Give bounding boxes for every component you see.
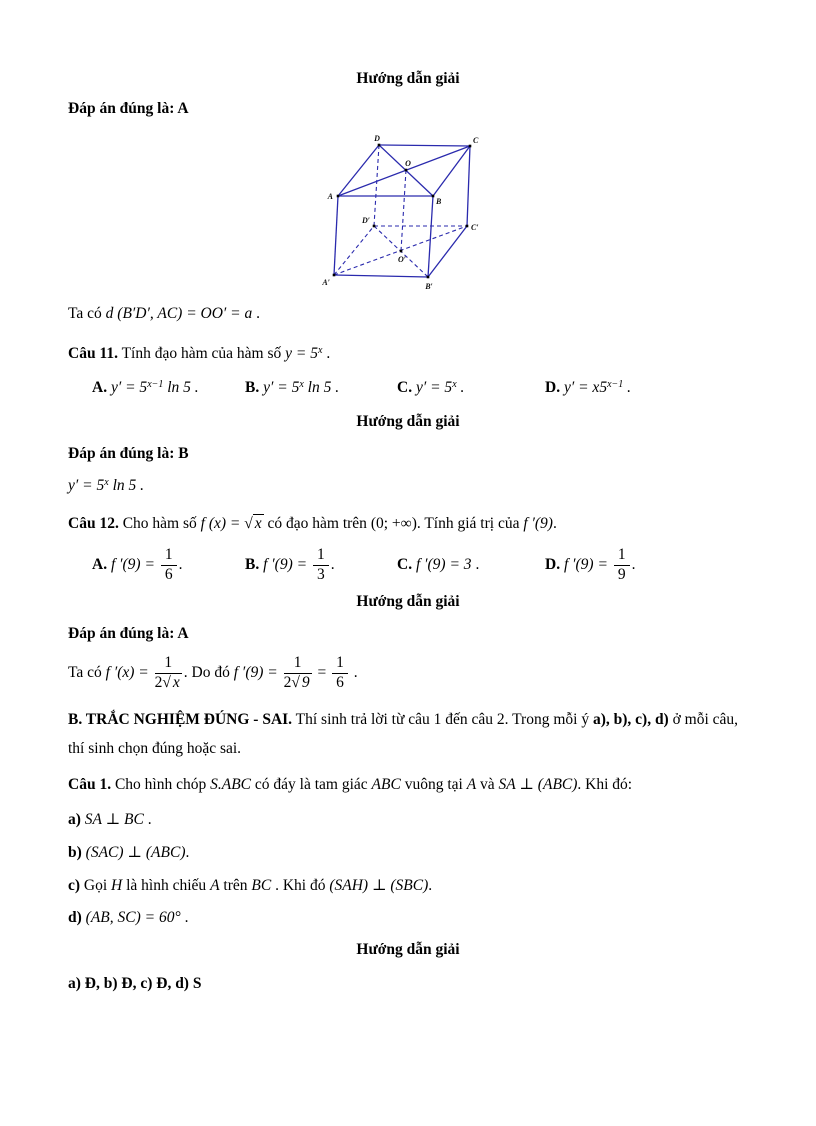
text-segment: . [180, 909, 189, 927]
text-segment: là hình chiếu [122, 877, 211, 895]
vertex-label-C: C [473, 136, 479, 145]
vertex-label-B2: B′ [425, 282, 433, 291]
vertex-label-O: O [405, 159, 411, 168]
text-segment: . [143, 811, 152, 829]
fraction: $\frac{1}{2√ x}$ [154, 654, 180, 692]
question-number: Câu 11. [68, 345, 118, 362]
text-segment: có đạo hàm trên [263, 515, 371, 532]
c1-item-d [68, 909, 748, 927]
option-B: B. y′ = 5x ln 5 . [245, 379, 340, 396]
text-segment: . [185, 844, 190, 862]
q12-solution [68, 655, 748, 691]
math-segment: (0; +∞) [370, 515, 417, 532]
math-segment: (SAC) ⊥ (ABC) [81, 844, 186, 862]
math-segment: ABC [371, 776, 401, 794]
c1-item-c [68, 876, 748, 895]
math-segment: H [111, 877, 123, 895]
text-segment: Tính đạo hàm của hàm số [117, 345, 286, 362]
text-segment: Ta có [68, 305, 106, 322]
text-segment: . [322, 345, 331, 362]
solution-heading: Hướng dẫn giải [356, 941, 460, 959]
answer-line-q11: Đáp án đúng là: B [68, 445, 189, 462]
math-segment: ln 5 . [108, 477, 144, 494]
radical-sign: √ [162, 674, 171, 692]
q11-options [68, 379, 748, 397]
math-segment: y = 5 [285, 345, 318, 362]
math-superscript: x [317, 345, 323, 356]
c1-item-a [68, 810, 748, 829]
math-segment: f ′(9) = [233, 664, 282, 682]
option-C: C. f ′(9) = 3 . [397, 556, 480, 574]
text-segment: . Do đó [183, 664, 234, 682]
item-label: d) [68, 909, 82, 927]
math-segment: A [210, 877, 220, 895]
vertex-label-O2: O′ [397, 255, 407, 264]
option-B: B. f ′(9) = $\frac{1}{3}$ . [245, 546, 335, 583]
math-segment: SA ⊥ BC [80, 811, 144, 829]
item-label: c) [68, 877, 81, 895]
answer-line-q10: Đáp án đúng là: A [68, 100, 189, 117]
fraction: $\frac{1}{6}$ [330, 655, 350, 691]
text-segment: Ta có [68, 664, 106, 682]
text-segment: ở mỗi câu, thí sinh chọn đúng hoặc sai. [68, 710, 739, 757]
q12-options [68, 547, 748, 583]
option-A: A. y′ = 5x−1 ln 5 . [92, 379, 199, 396]
text-segment-bold: a), b), c), d) [592, 710, 669, 728]
math-segment: y′ = 5 [68, 477, 105, 494]
text-segment: trên [219, 877, 252, 895]
vertex-labels [321, 134, 479, 291]
math-segment: (AB, SC) = 60° [81, 909, 181, 927]
option-C: C. y′ = 5x . [397, 379, 465, 396]
q11-stem [68, 345, 748, 363]
option-D: D. f ′(9) = $\frac{1}{9}$ . [545, 546, 636, 583]
q12-stem [68, 515, 748, 533]
text-segment: = [313, 664, 331, 682]
item-label: a) [68, 811, 81, 829]
text-segment: Cho hình chóp [111, 776, 211, 794]
radicand: x [254, 515, 262, 532]
section-b-header [68, 706, 748, 763]
question-number: Câu 12. [68, 515, 119, 532]
q10-conclusion [68, 305, 748, 323]
math-segment: A [466, 776, 477, 794]
fraction: $\frac{1}{2√ 9}$ [283, 654, 310, 692]
vertex-label-C2: C′ [471, 223, 479, 232]
math-segment: S.ABC [210, 776, 252, 794]
section-label: B. TRẮC NGHIỆM ĐÚNG - SAI. [68, 710, 293, 728]
c1-stem [68, 775, 748, 794]
c1-answer-line: a) Đ, b) Đ, c) Đ, d) S [68, 975, 202, 993]
cube-figure [76, 128, 756, 299]
vertex-label-A: A [327, 192, 333, 201]
vertex-label-D2: D′ [361, 216, 370, 225]
math-superscript: x [104, 477, 109, 488]
text-segment: . [252, 305, 261, 322]
solution-heading: Hướng dẫn giải [356, 70, 460, 87]
text-segment: . Khi đó [271, 877, 330, 895]
fraction: $\frac{1}{3}$ [311, 547, 331, 583]
question-number: Câu 1. [68, 776, 112, 794]
fraction: $\frac{1}{9}$ [612, 547, 632, 583]
math-segment: (SAH) ⊥ (SBC) [329, 877, 429, 895]
text-segment: có đáy là tam giác [251, 776, 372, 794]
math-segment: d (B′D′, AC) = OO′ = a [105, 305, 253, 322]
q11-solution [68, 477, 748, 495]
cube-figure-svg [320, 128, 512, 294]
text-segment: . [552, 515, 557, 532]
math-segment: f (x) = [200, 515, 245, 532]
text-segment: . Khi đó: [577, 776, 633, 794]
item-label: b) [68, 844, 82, 862]
math-segment: f ′(9) [523, 515, 553, 532]
math-segment: SA ⊥ (ABC) [498, 776, 578, 794]
text-segment: Gọi [80, 877, 112, 895]
text-segment: . [349, 664, 358, 682]
c1-item-b [68, 843, 748, 862]
answer-line-q12: Đáp án đúng là: A [68, 625, 189, 643]
solution-heading: Hướng dẫn giải [356, 413, 460, 430]
vertex-label-A2: A′ [322, 278, 330, 287]
solution-heading: Hướng dẫn giải [356, 593, 460, 611]
vertex-label-D: D [374, 134, 380, 143]
text-segment: . Tính giá trị của [416, 515, 524, 532]
math-segment: f ′(x) = [105, 664, 153, 682]
option-D: D. y′ = x5x−1 . [545, 379, 631, 396]
text-segment: . [428, 877, 433, 895]
text-segment: và [476, 776, 499, 794]
radicand: x [172, 674, 180, 692]
radical-sign: √ [244, 515, 253, 532]
vertex-label-B: B [436, 197, 442, 206]
text-segment: Cho hàm số [118, 515, 201, 532]
fraction: $\frac{1}{6}$ [159, 547, 179, 583]
option-A: A. f ′(9) = $\frac{1}{6}$ . [92, 546, 183, 583]
text-segment: vuông tại [400, 776, 467, 794]
radicand: 9 [301, 674, 310, 692]
text-segment: Thí sinh trả lời từ câu 1 đến câu 2. Trong mỗi ý [292, 710, 593, 728]
document-page [0, 70, 816, 993]
math-segment: BC [251, 877, 272, 895]
radical-sign: √ [291, 674, 300, 692]
